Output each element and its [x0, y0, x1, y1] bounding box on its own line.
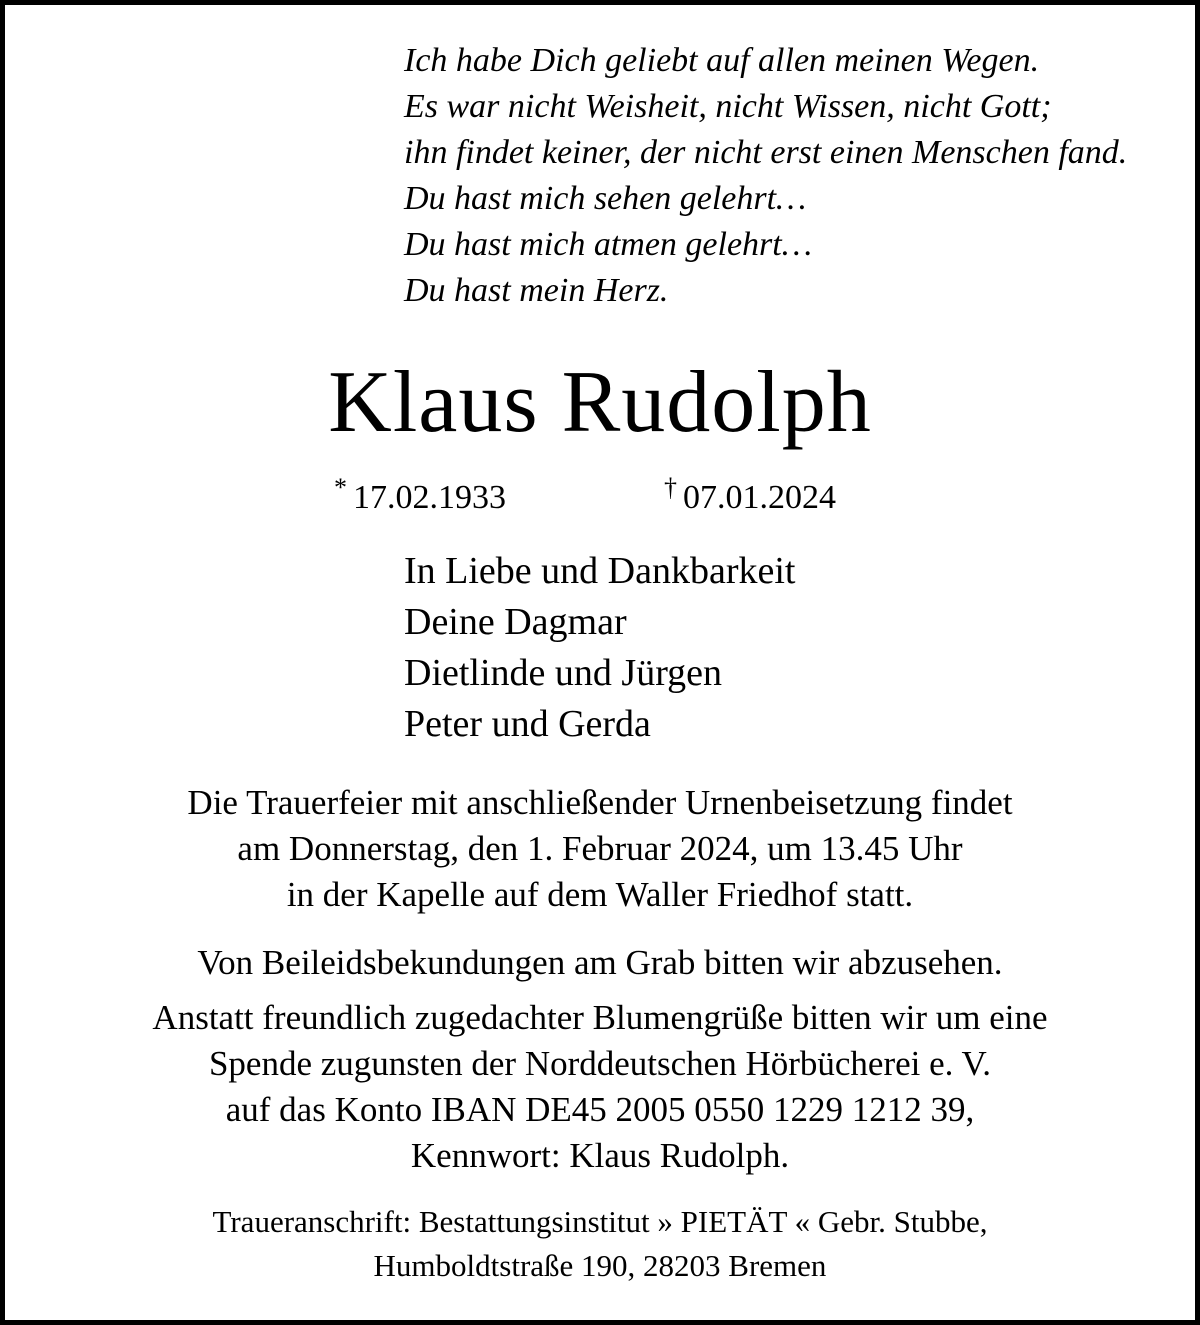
family-line: Dietlinde und Jürgen [404, 652, 723, 694]
condolence-line: Von Beileidsbekundungen am Grab bitten wir abzusehen. [197, 943, 1003, 982]
death-date-line [664, 460, 836, 526]
death-cross-symbol: † [664, 473, 677, 502]
donation-line: Anstatt freundlich zugedachter Blumengrüße bitten wir um eine [152, 998, 1048, 1037]
poem-line: Du hast mein Herz. [404, 272, 669, 309]
family-line: Peter und Gerda [404, 703, 651, 745]
address-line: Humboldtstraße 190, 28203 Bremen [373, 1248, 827, 1283]
service-line: am Donnerstag, den 1. Februar 2024, um 13.45 Uhr [237, 829, 963, 868]
deceased-name: Klaus Rudolph [328, 354, 872, 451]
donation-line: auf das Konto IBAN DE45 2005 0550 1229 1212 39, [225, 1090, 975, 1129]
service-line: in der Kapelle auf dem Waller Friedhof statt. [286, 875, 914, 914]
birth-date: 17.02.1933 [353, 479, 506, 516]
poem [404, 38, 1184, 314]
mourning-address [0, 1200, 1200, 1288]
poem-line: Es war nicht Weisheit, nicht Wissen, nicht Gott; [404, 88, 1052, 125]
donation-line: Spende zugunsten der Norddeutschen Hörbücherei e. V. [208, 1044, 992, 1083]
condolence-note [0, 940, 1200, 986]
service-line: Die Trauerfeier mit anschließender Urnenbeisetzung findet [187, 783, 1013, 822]
family-line: In Liebe und Dankbarkeit [404, 550, 796, 592]
family-line: Deine Dagmar [404, 601, 627, 643]
birth-date-line [334, 460, 506, 526]
poem-line: Ich habe Dich geliebt auf allen meinen Wegen. [404, 42, 1040, 79]
poem-line: Du hast mich atmen gelehrt… [404, 226, 812, 263]
death-date: 07.01.2024 [683, 479, 836, 516]
donation-line: Kennwort: Klaus Rudolph. [410, 1136, 790, 1175]
service-info [0, 780, 1200, 918]
birth-star-symbol: * [334, 473, 347, 502]
poem-line: Du hast mich sehen gelehrt… [404, 180, 807, 217]
address-line: Traueranschrift: Bestattungsinstitut » PIETÄT « Gebr. Stubbe, [212, 1204, 988, 1239]
poem-line: ihn findet keiner, der nicht erst einen Menschen fand. [404, 134, 1128, 171]
family-signatures [404, 546, 795, 750]
donation-info [0, 995, 1200, 1179]
